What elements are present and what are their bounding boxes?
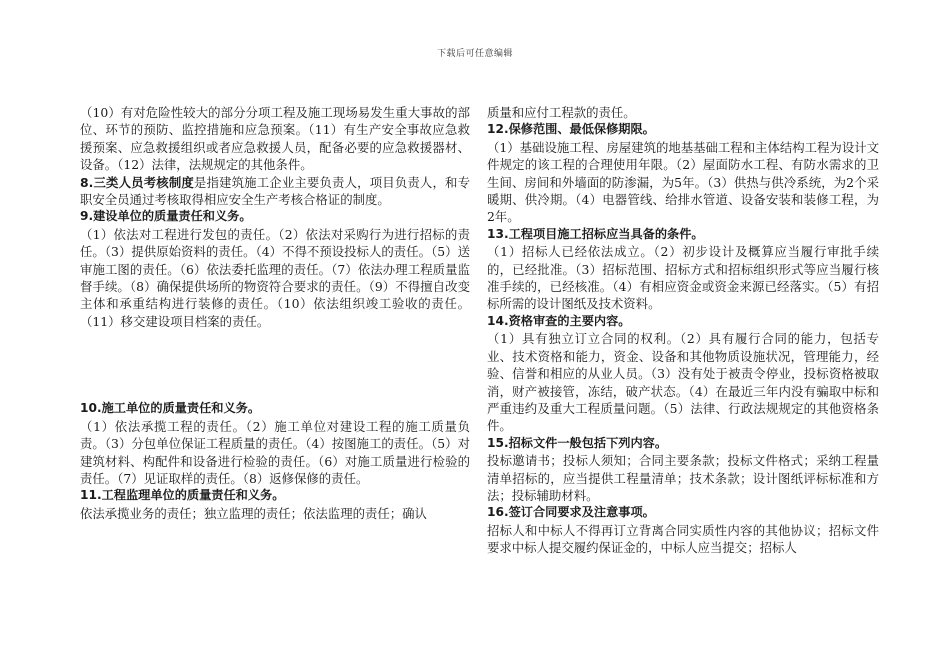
section-11-continued: 质量和应付工程款的责任。 [487, 105, 636, 120]
section-16-body: 招标人和中标人不得再订立背离合同实质性内容的其他协议；招标文件要求中标人提交履约保证金的，中标人应当提交；招标人 [487, 522, 879, 556]
section-9-heading: 9.建设单位的质量责任和义务。 [80, 209, 252, 224]
section-14-heading: 14.资格审查的主要内容。 [487, 313, 631, 328]
section-13-body: （1）招标人已经依法成立。（2）初步设计及概算应当履行审批手续的，已经批准。（3）招标范围、招标方式和招标组织形式等应当履行核准手续的，已经核准。（4）有相应资金或资金来源已经落实。（5）有招标所需的设计图纸及技术资料。 [487, 244, 879, 312]
section-14-body: （1）具有独立订立合同的权利。（2）具有履行合同的能力，包括专业、技术资格和能力，资金、设备和其他物质设施状况，管理能力，经验、信誉和相应的从业人员。（3）没有处于被责令停业，投标资格被取消，财产被接管，冻结，破产状态。（4）在最近三年内没有骗取中标和严重违约及重大工程质量问题。（5）法律、行政法规规定的其他资格条件。 [487, 331, 879, 434]
section-16-heading: 16.签订合同要求及注意事项。 [487, 505, 655, 520]
section-11-heading: 11.工程监理单位的质量责任和义务。 [80, 488, 285, 503]
section-10-heading: 10.施工单位的质量责任和义务。 [80, 401, 261, 416]
right-column [487, 104, 879, 557]
page-header: 下载后可任意编辑 [436, 49, 513, 59]
section-12-heading: 12.保修范围、最低保修期限。 [487, 122, 655, 137]
section-8-body: 是指建筑施工企业主要负责人，项目负责人，和专职安全员通过考核取得相应安全生产考核合格证的制度。 [80, 174, 470, 208]
section-13-heading: 13.工程项目施工招标应当具备的条件。 [487, 226, 704, 241]
paragraph-accident-plan: （10）有对危险性较大的部分分项工程及施工现场易发生重大事故的部位、环节的预防、监控措施和应急预案。（11）有生产安全事故应急救援预案、应急救援组织或者应急救援人员，配备必要的应急救援器材、设备。（12）法律，法规规定的其他条件。 [80, 105, 470, 173]
left-column [80, 104, 470, 522]
blank-gap [80, 330, 470, 400]
section-8 [80, 174, 470, 209]
section-8-heading: 8.三类人员考核制度 [80, 174, 194, 190]
section-15-body: 投标邀请书；投标人须知；合同主要条款；投标文件格式；采纳工程量清单招标的，应当提供工程量清单；技术条款；设计图纸评标标准和方法；投标辅助材料。 [487, 453, 879, 503]
section-15-heading: 15.招标文件一般包括下列内容。 [487, 435, 668, 450]
section-9-body: （1）依法对工程进行发包的责任。（2）依法对采购行为进行招标的责任。（3）提供原始资料的责任。（4）不得不预设投标人的责任。（5）送审施工图的责任。（6）依法委托监理的责任。（7）依法办理工程质量监督手续。（8）确保提供场所的物资符合要求的责任。（9）不得擅自改变主体和承重结构进行装修的责任。（10）依法组织竣工验收的责任。（11）移交建设项目档案的责任。 [80, 226, 470, 329]
section-11-body: 依法承揽业务的责任；独立监理的责任；依法监理的责任；确认 [80, 505, 427, 521]
section-10-body: （1）依法承揽工程的责任。（2）施工单位对建设工程的施工质量负责。（3）分包单位保证工程质量的责任。（4）按图施工的责任。（5）对建筑材料、构配件和设备进行检验的责任。（6）对施工质量进行检验的责任。（7）见证取样的责任。（8）返修保修的责任。 [80, 418, 470, 486]
section-12-body: （1）基础设施工程、房屋建筑的地基基础工程和主体结构工程为设计文件规定的该工程的合理使用年限。（2）屋面防水工程、有防水需求的卫生间、房间和外墙面的防渗漏，为5年。（3）供热与供冷系统，为2个采暖期、供冷期。（4）电器管线、给排水管道、设备安装和装修工程，为2年。 [487, 139, 879, 225]
